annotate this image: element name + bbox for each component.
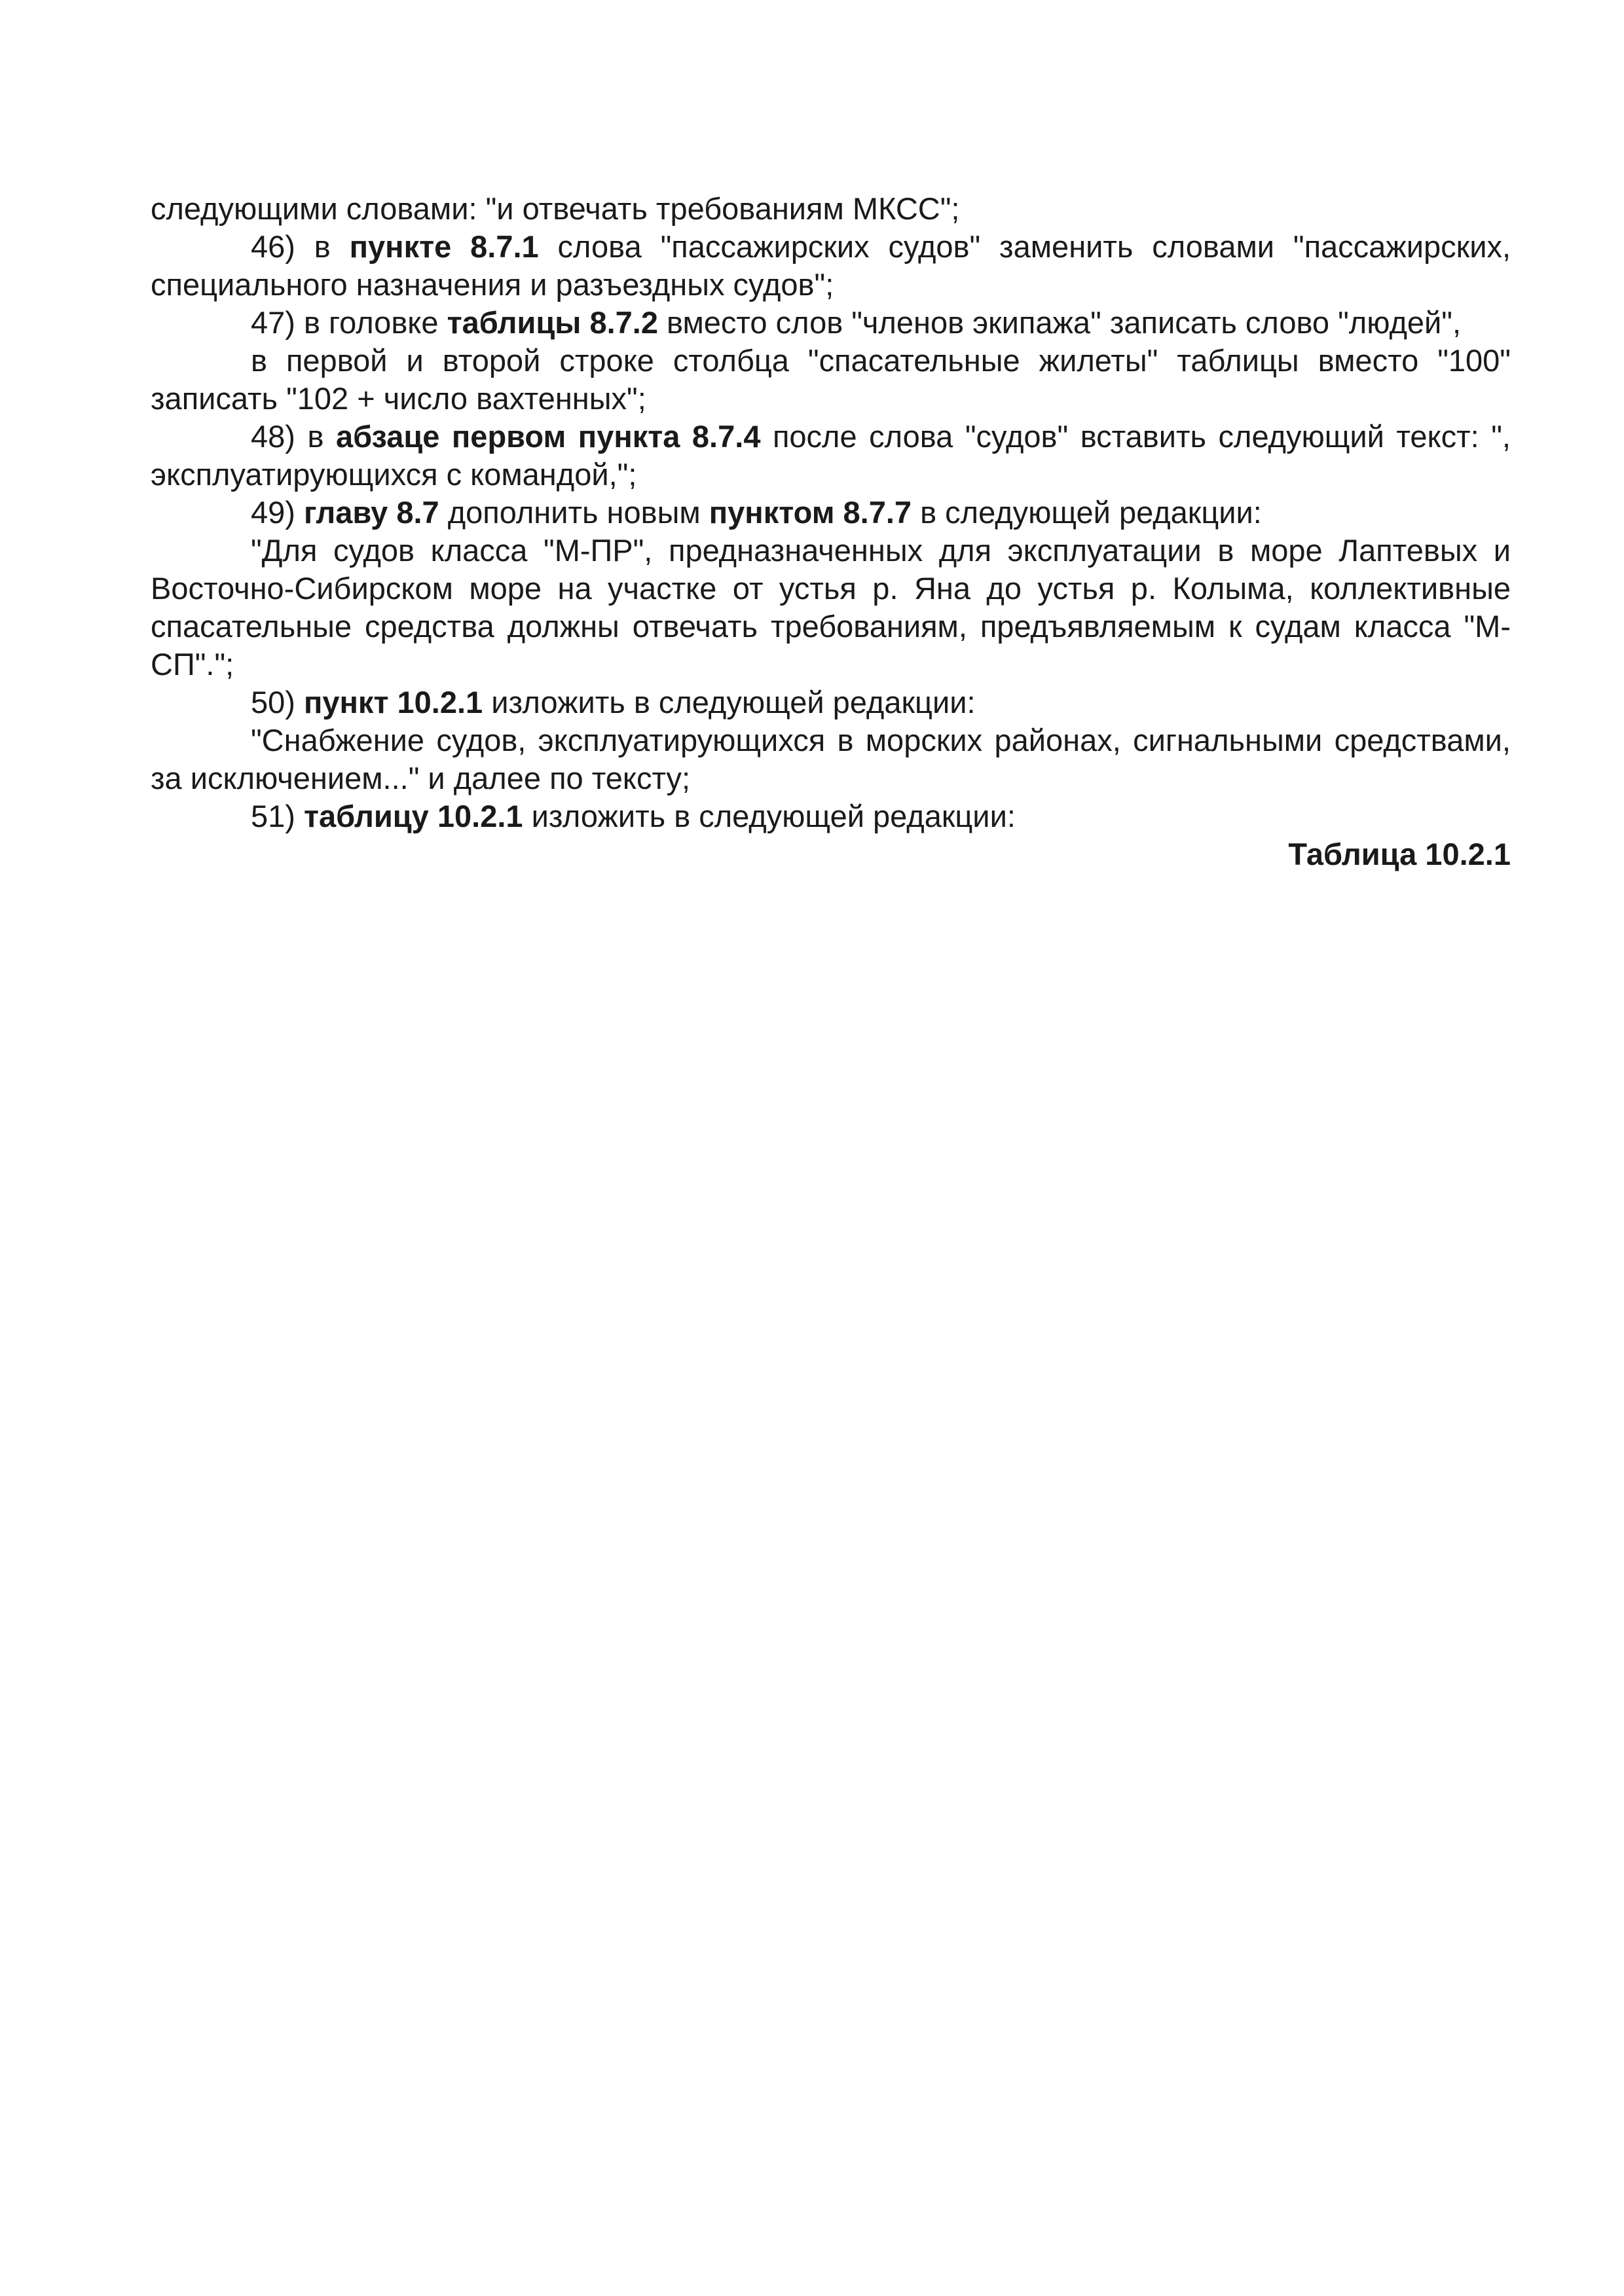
paragraph <box>151 494 1511 532</box>
text-run: 50) <box>251 685 304 720</box>
text-run: дополнить новым <box>439 495 709 530</box>
bold-reference: таблицы 8.7.2 <box>447 305 658 340</box>
text-run: 46) в <box>251 229 350 264</box>
text-run: в следующей редакции: <box>912 495 1262 530</box>
paragraph <box>151 418 1511 494</box>
text-run: изложить в следующей редакции: <box>483 685 976 720</box>
text-run: 47) в головке <box>251 305 447 340</box>
text-run: в первой и второй строке столбца "спасательные жилеты" таблицы вместо "100" записать "102 + число вахтенных"; <box>151 343 1511 416</box>
paragraph <box>151 721 1511 797</box>
bold-reference: таблицу 10.2.1 <box>304 799 523 833</box>
table-caption: Таблица 10.2.1 <box>1288 837 1511 871</box>
paragraph <box>151 797 1511 835</box>
text-run: следующими словами: "и отвечать требованиям МКСС"; <box>151 191 960 226</box>
text-run: 49) <box>251 495 304 530</box>
bold-reference: главу 8.7 <box>304 495 439 530</box>
bold-reference: пункте 8.7.1 <box>349 229 539 264</box>
text-run: 48) в <box>251 419 336 454</box>
text-run: 51) <box>251 799 304 833</box>
document-page <box>151 190 1511 873</box>
bold-reference: пунктом 8.7.7 <box>709 495 912 530</box>
paragraph <box>151 190 1511 228</box>
text-run: изложить в следующей редакции: <box>523 799 1016 833</box>
bold-reference: пункт 10.2.1 <box>304 685 483 720</box>
paragraph <box>151 342 1511 418</box>
text-run: слова "пассажирских судов" заменить словами "пассажирских, специального назначения и разъездных судов"; <box>151 229 1511 302</box>
text-run: "Снабжение судов, эксплуатирующихся в морских районах, сигнальными средствами, за исключением..." и далее по тексту; <box>151 723 1511 795</box>
document-body <box>151 190 1511 835</box>
text-run: вместо слов "членов экипажа" записать слово "людей", <box>657 305 1462 340</box>
bold-reference: абзаце первом пункта 8.7.4 <box>335 419 761 454</box>
paragraph <box>151 532 1511 683</box>
paragraph <box>151 228 1511 304</box>
paragraph <box>151 683 1511 721</box>
text-run: после слова "судов" вставить следующий текст: ", эксплуатирующихся с командой,"; <box>151 419 1511 492</box>
paragraph <box>151 304 1511 342</box>
text-run: "Для судов класса "М-ПР", предназначенных для эксплуатации в море Лаптевых и Восточно-Сибирском море на участке от устья р. Яна до устья р. Колыма, коллективные спасательные средства должны отвечать требованиям, предъявляемым к судам класса "М-СП"."; <box>151 533 1511 682</box>
